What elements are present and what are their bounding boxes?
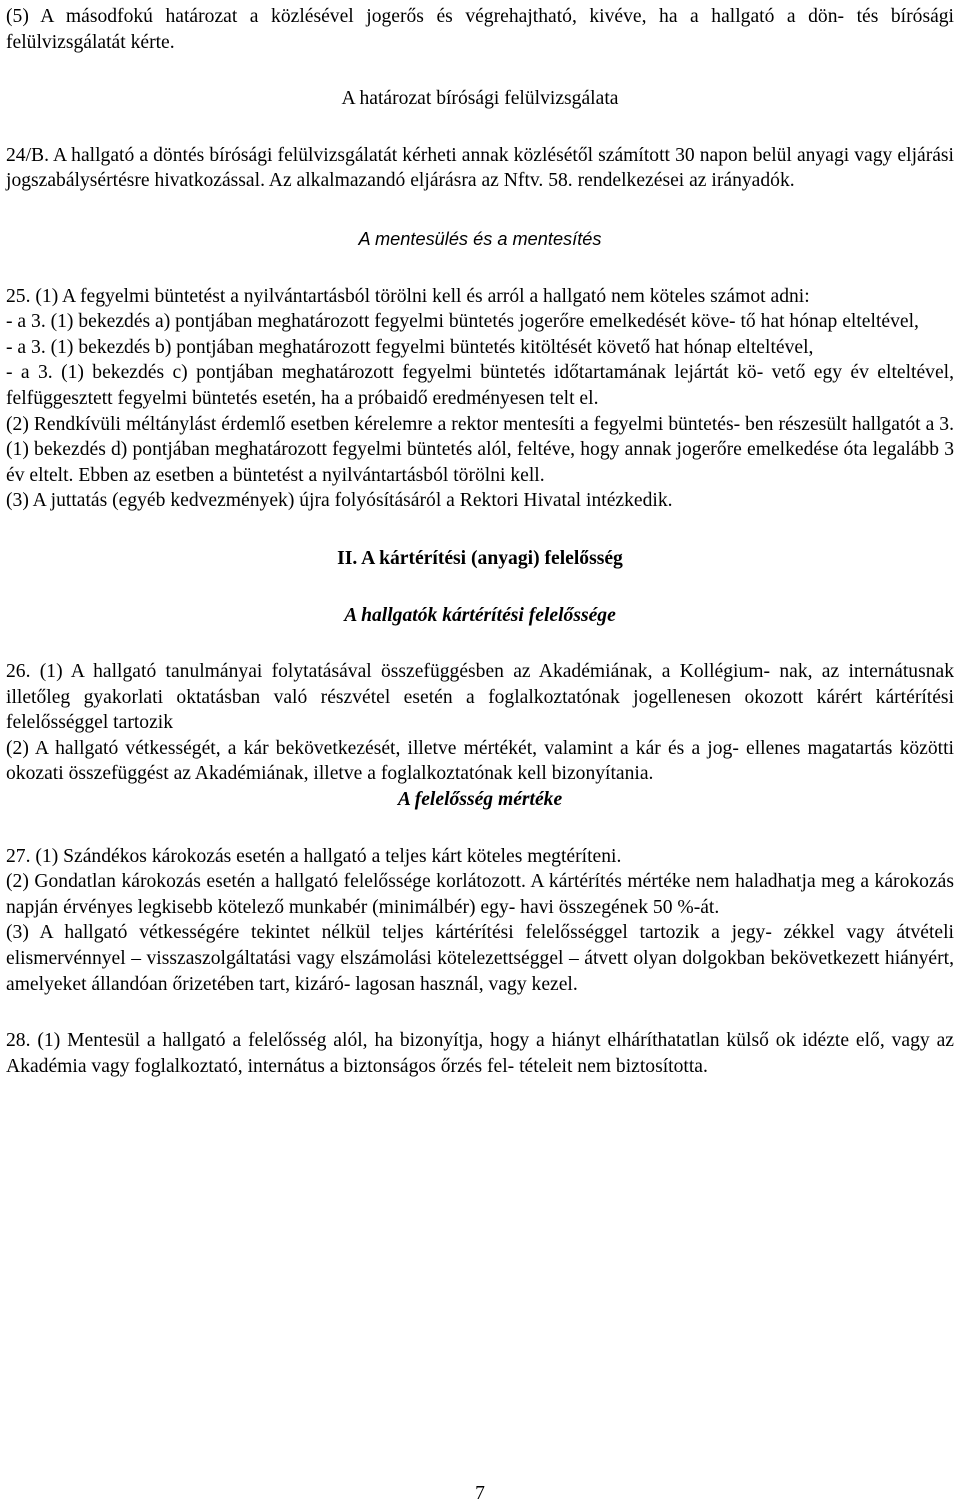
- paragraph: 24/B. A hallgató a döntés bírósági felülvizsgálatát kérheti annak közlésétől számított 30 napon belül anyagi vagy eljárási jogszabálysértésre hivatkozással. Az alkalmazandó eljárásra az Nftv. 58. rendelkezései az irányadók.: [6, 144, 954, 192]
- paragraph: - a 3. (1) bekezdés b) pontjában meghatározott fegyelmi büntetés kitöltését követő hat hónap elteltével,: [6, 336, 814, 358]
- paragraph: (2) Rendkívüli méltánylást érdemlő esetben kérelemre a rektor mentesíti a fegyelmi büntetés- ben részesült hallgatót a 3. (1) bekezdés d) pontjában meghatározott fegyelmi büntetés alól, feltéve, hogy annak jogerőre emelkedése óta legalább 3 év eltelt. Ebben az esetben a büntetést a nyilvántartásból törölni kell.: [6, 413, 954, 486]
- page-content: [6, 4, 954, 1079]
- section-heading: A mentesülés és a mentesítés: [358, 228, 602, 249]
- paragraph: - a 3. (1) bekezdés a) pontjában meghatározott fegyelmi büntetés jogerőre emelkedését köve- tő hat hónap elteltével,: [6, 311, 919, 333]
- section-heading: A hallgatók kártérítési felelőssége: [344, 604, 616, 626]
- section-heading: A határozat bírósági felülvizsgálata: [341, 88, 619, 110]
- paragraph: - a 3. (1) bekezdés c) pontjában meghatározott fegyelmi büntetés időtartamának lejártát kö- vető egy év elteltével, felfüggesztett fegyelmi büntetés esetén, ha a próbaidő eredményesen telt el.: [6, 362, 954, 409]
- paragraph: (5) A másodfokú határozat a közlésével jogerős és végrehajtható, kivéve, ha a hallgató a dön- tés bírósági felülvizsgálatát kérte.: [6, 6, 954, 53]
- paragraph: (2) Gondatlan károkozás esetén a hallgató felelőssége korlátozott. A kártérítés mértéke nem haladhatja meg a károkozás napján érvényes legkisebb kötelező munkabér (minimálbér) egy- havi összegének 50 %-át.: [6, 871, 954, 918]
- paragraph: (3) A juttatás (egyéb kedvezmények) újra folyósításáról a Rektori Hivatal intézkedik.: [6, 490, 673, 512]
- paragraph: (3) A hallgató vétkességére tekintet nélkül teljes kártérítési felelősséggel tartozik a jegy- zékkel vagy átvételi elismervénnyel – visszaszolgáltatási vagy elszámolási kötelezettséggel – átvett olyan dolgokban bekövetkezett hiányért, amelyeket állandóan őrizetében tart, kizáró- lagosan használ, vagy kezel.: [6, 922, 954, 995]
- section-heading: II. A kártérítési (anyagi) felelősség: [337, 547, 623, 569]
- paragraph: 27. (1) Szándékos károkozás esetén a hallgató a teljes kárt köteles megtéríteni.: [6, 845, 622, 867]
- paragraph: 25. (1) A fegyelmi büntetést a nyilvántartásból törölni kell és arról a hallgató nem köteles számot adni:: [6, 285, 810, 307]
- paragraph: 28. (1) Mentesül a hallgató a felelősség alól, ha bizonyítja, hogy a hiányt elháríthatatlan külső ok idézte elő, vagy az Akadémia vagy foglalkoztató, internátus a biztonságos őrzés fel- tételeit nem biztosította.: [6, 1030, 954, 1077]
- page-number: 7: [475, 1483, 485, 1504]
- paragraph: 26. (1) A hallgató tanulmányai folytatásával összefüggésben az Akadémiának, a Kollégium- nak, az internátusnak illetőleg gyakorlati oktatásban való részvétel esetén a foglalkoztatónak jogellenesen okozott kárért kártérítési felelősséggel tartozik: [6, 661, 954, 734]
- section-heading: A felelősség mértéke: [397, 789, 563, 811]
- paragraph: (2) A hallgató vétkességét, a kár bekövetkezését, illetve mértékét, valamint a kár és a jog- ellenes magatartás közötti okozati összefüggést az Akadémiának, illetve a foglalkoztatónak kell bizonyítania.: [6, 737, 954, 785]
- document-page: [6, 0, 954, 1509]
